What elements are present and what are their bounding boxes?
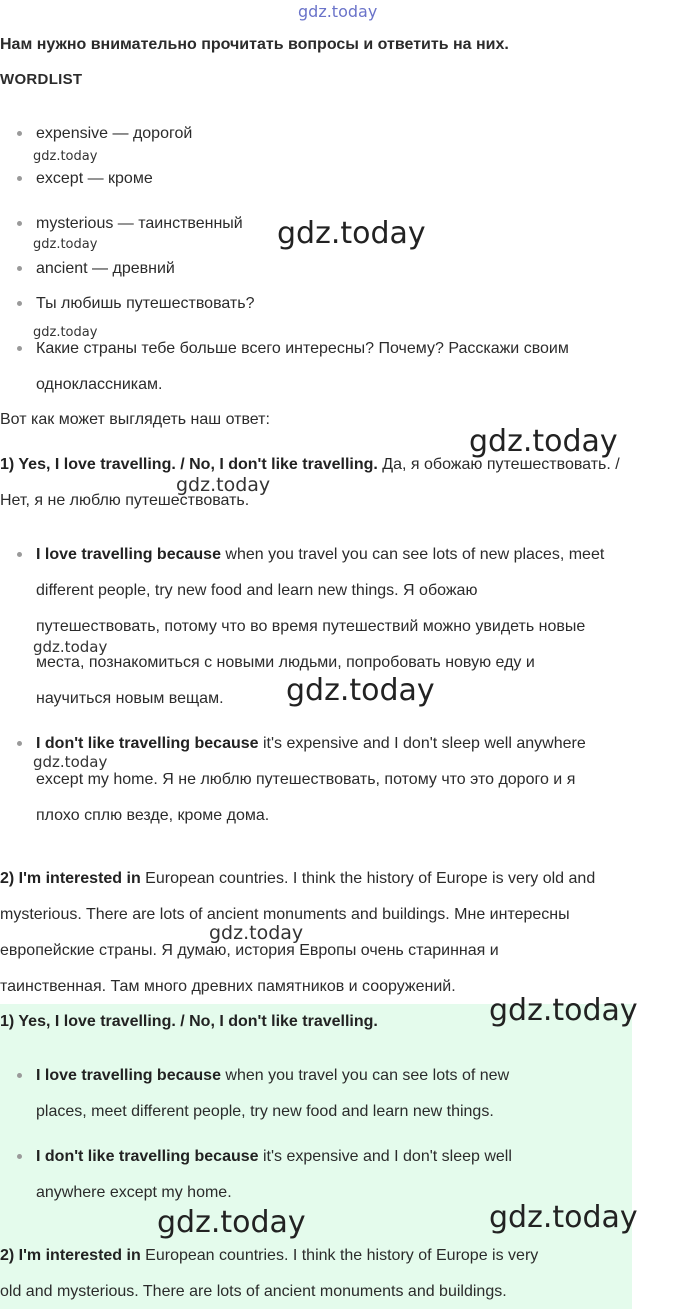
- answer-1-line2: Нет, я не люблю путешествовать.: [0, 492, 250, 509]
- answer-intro: Вот как может выглядеть наш ответ:: [0, 411, 270, 428]
- love-line: места, познакомиться с новыми людьми, попробовать новую еду и: [36, 654, 535, 671]
- wordlist-title: WORDLIST: [0, 71, 83, 88]
- list-item-text: expensive — дорогой: [36, 125, 193, 142]
- list-item: [36, 726, 680, 762]
- summary-dislike-text: it's expensive and I don't sleep well: [258, 1148, 512, 1165]
- answer-2-line: mysterious. There are lots of ancient monuments and buildings. Мне интересны: [0, 906, 570, 923]
- list-item: [36, 251, 175, 287]
- list-item: [36, 116, 192, 152]
- list-item-text: Какие страны тебе больше всего интересны? Почему? Расскажи своим: [36, 340, 569, 357]
- dislike-text: it's expensive and I don't sleep well anywhere: [258, 735, 586, 752]
- list-item: [36, 1139, 512, 1175]
- dislike-line: except my home. Я не люблю путешествовать, потому что это дорого и я: [36, 771, 576, 788]
- answer-2-line: европейские страны. Я думаю, история Европы очень старинная и: [0, 942, 499, 959]
- answer-2: [0, 861, 680, 897]
- watermark: gdz.today: [286, 673, 435, 708]
- answer-1-text: Да, я обожаю путешествовать. /: [377, 456, 620, 473]
- summary-love-bold: I love travelling because: [36, 1067, 221, 1084]
- watermark: gdz.today: [33, 237, 98, 252]
- love-line: different people, try new food and learn new things. Я обожаю: [36, 582, 478, 599]
- list-item-text: Ты любишь путешествовать?: [36, 295, 255, 312]
- list-item: [36, 286, 255, 322]
- bullet-dot: [17, 346, 22, 351]
- list-item-text: ancient — древний: [36, 260, 175, 277]
- watermark: gdz.today: [33, 149, 98, 164]
- dislike-bold: I don't like travelling because: [36, 735, 259, 752]
- summary-dislike-line: anywhere except my home.: [36, 1184, 232, 1201]
- watermark: gdz.today: [33, 638, 108, 656]
- watermark: gdz.today: [489, 1200, 638, 1235]
- answer-2-text: European countries. I think the history of Europe is very old and: [140, 870, 596, 887]
- watermark: gdz.today: [209, 922, 304, 944]
- watermark: gdz.today: [489, 993, 638, 1028]
- bullet-dot: [17, 176, 22, 181]
- bullet-dot: [17, 266, 22, 271]
- list-item: [36, 1058, 509, 1094]
- summary-dislike-bold: I don't like travelling because: [36, 1148, 259, 1165]
- intro-text: Нам нужно внимательно прочитать вопросы и ответить на них.: [0, 36, 509, 53]
- list-item-continuation: одноклассникам.: [36, 376, 163, 393]
- summary-love-text: when you travel you can see lots of new: [220, 1067, 510, 1084]
- summary-answer-2-line: old and mysterious. There are lots of ancient monuments and buildings.: [0, 1283, 507, 1300]
- answer-1-bold: 1) Yes, I love travelling. / No, I don't like travelling.: [0, 456, 378, 473]
- site-watermark-top: gdz.today: [298, 2, 378, 21]
- love-text: when you travel you can see lots of new places, meet: [220, 546, 605, 563]
- list-item-text: mysterious — таинственный: [36, 215, 243, 232]
- bullet-dot: [17, 131, 22, 136]
- bullet-dot: [17, 741, 22, 746]
- watermark: gdz.today: [157, 1205, 306, 1240]
- dislike-line: плохо сплю везде, кроме дома.: [36, 807, 270, 824]
- love-line: научиться новым вещам.: [36, 690, 224, 707]
- summary-answer-2: [0, 1238, 680, 1274]
- list-item-text: except — кроме: [36, 170, 153, 187]
- summary-answer-1-bold: 1) Yes, I love travelling. / No, I don't like travelling.: [0, 1013, 378, 1030]
- bullet-dot: [17, 552, 22, 557]
- bullet-dot: [17, 1154, 22, 1159]
- list-item: [36, 161, 153, 197]
- bullet-dot: [17, 221, 22, 226]
- list-item: [36, 537, 680, 573]
- bullet-dot: [17, 1073, 22, 1078]
- answer-2-line: таинственная. Там много древних памятников и сооружений.: [0, 978, 456, 995]
- watermark: gdz.today: [469, 424, 618, 459]
- summary-answer-2-text: European countries. I think the history of Europe is very: [140, 1247, 539, 1264]
- summary-love-line: places, meet different people, try new food and learn new things.: [36, 1103, 494, 1120]
- watermark: gdz.today: [176, 474, 271, 496]
- watermark: gdz.today: [33, 325, 98, 340]
- list-item: [36, 331, 569, 367]
- watermark: gdz.today: [277, 216, 426, 251]
- bullet-dot: [17, 301, 22, 306]
- watermark: gdz.today: [33, 753, 108, 771]
- love-line: путешествовать, потому что во время путешествий можно увидеть новые: [36, 618, 586, 635]
- answer-2-bold: 2) I'm interested in: [0, 870, 141, 887]
- love-bold: I love travelling because: [36, 546, 221, 563]
- summary-answer-2-bold: 2) I'm interested in: [0, 1247, 141, 1264]
